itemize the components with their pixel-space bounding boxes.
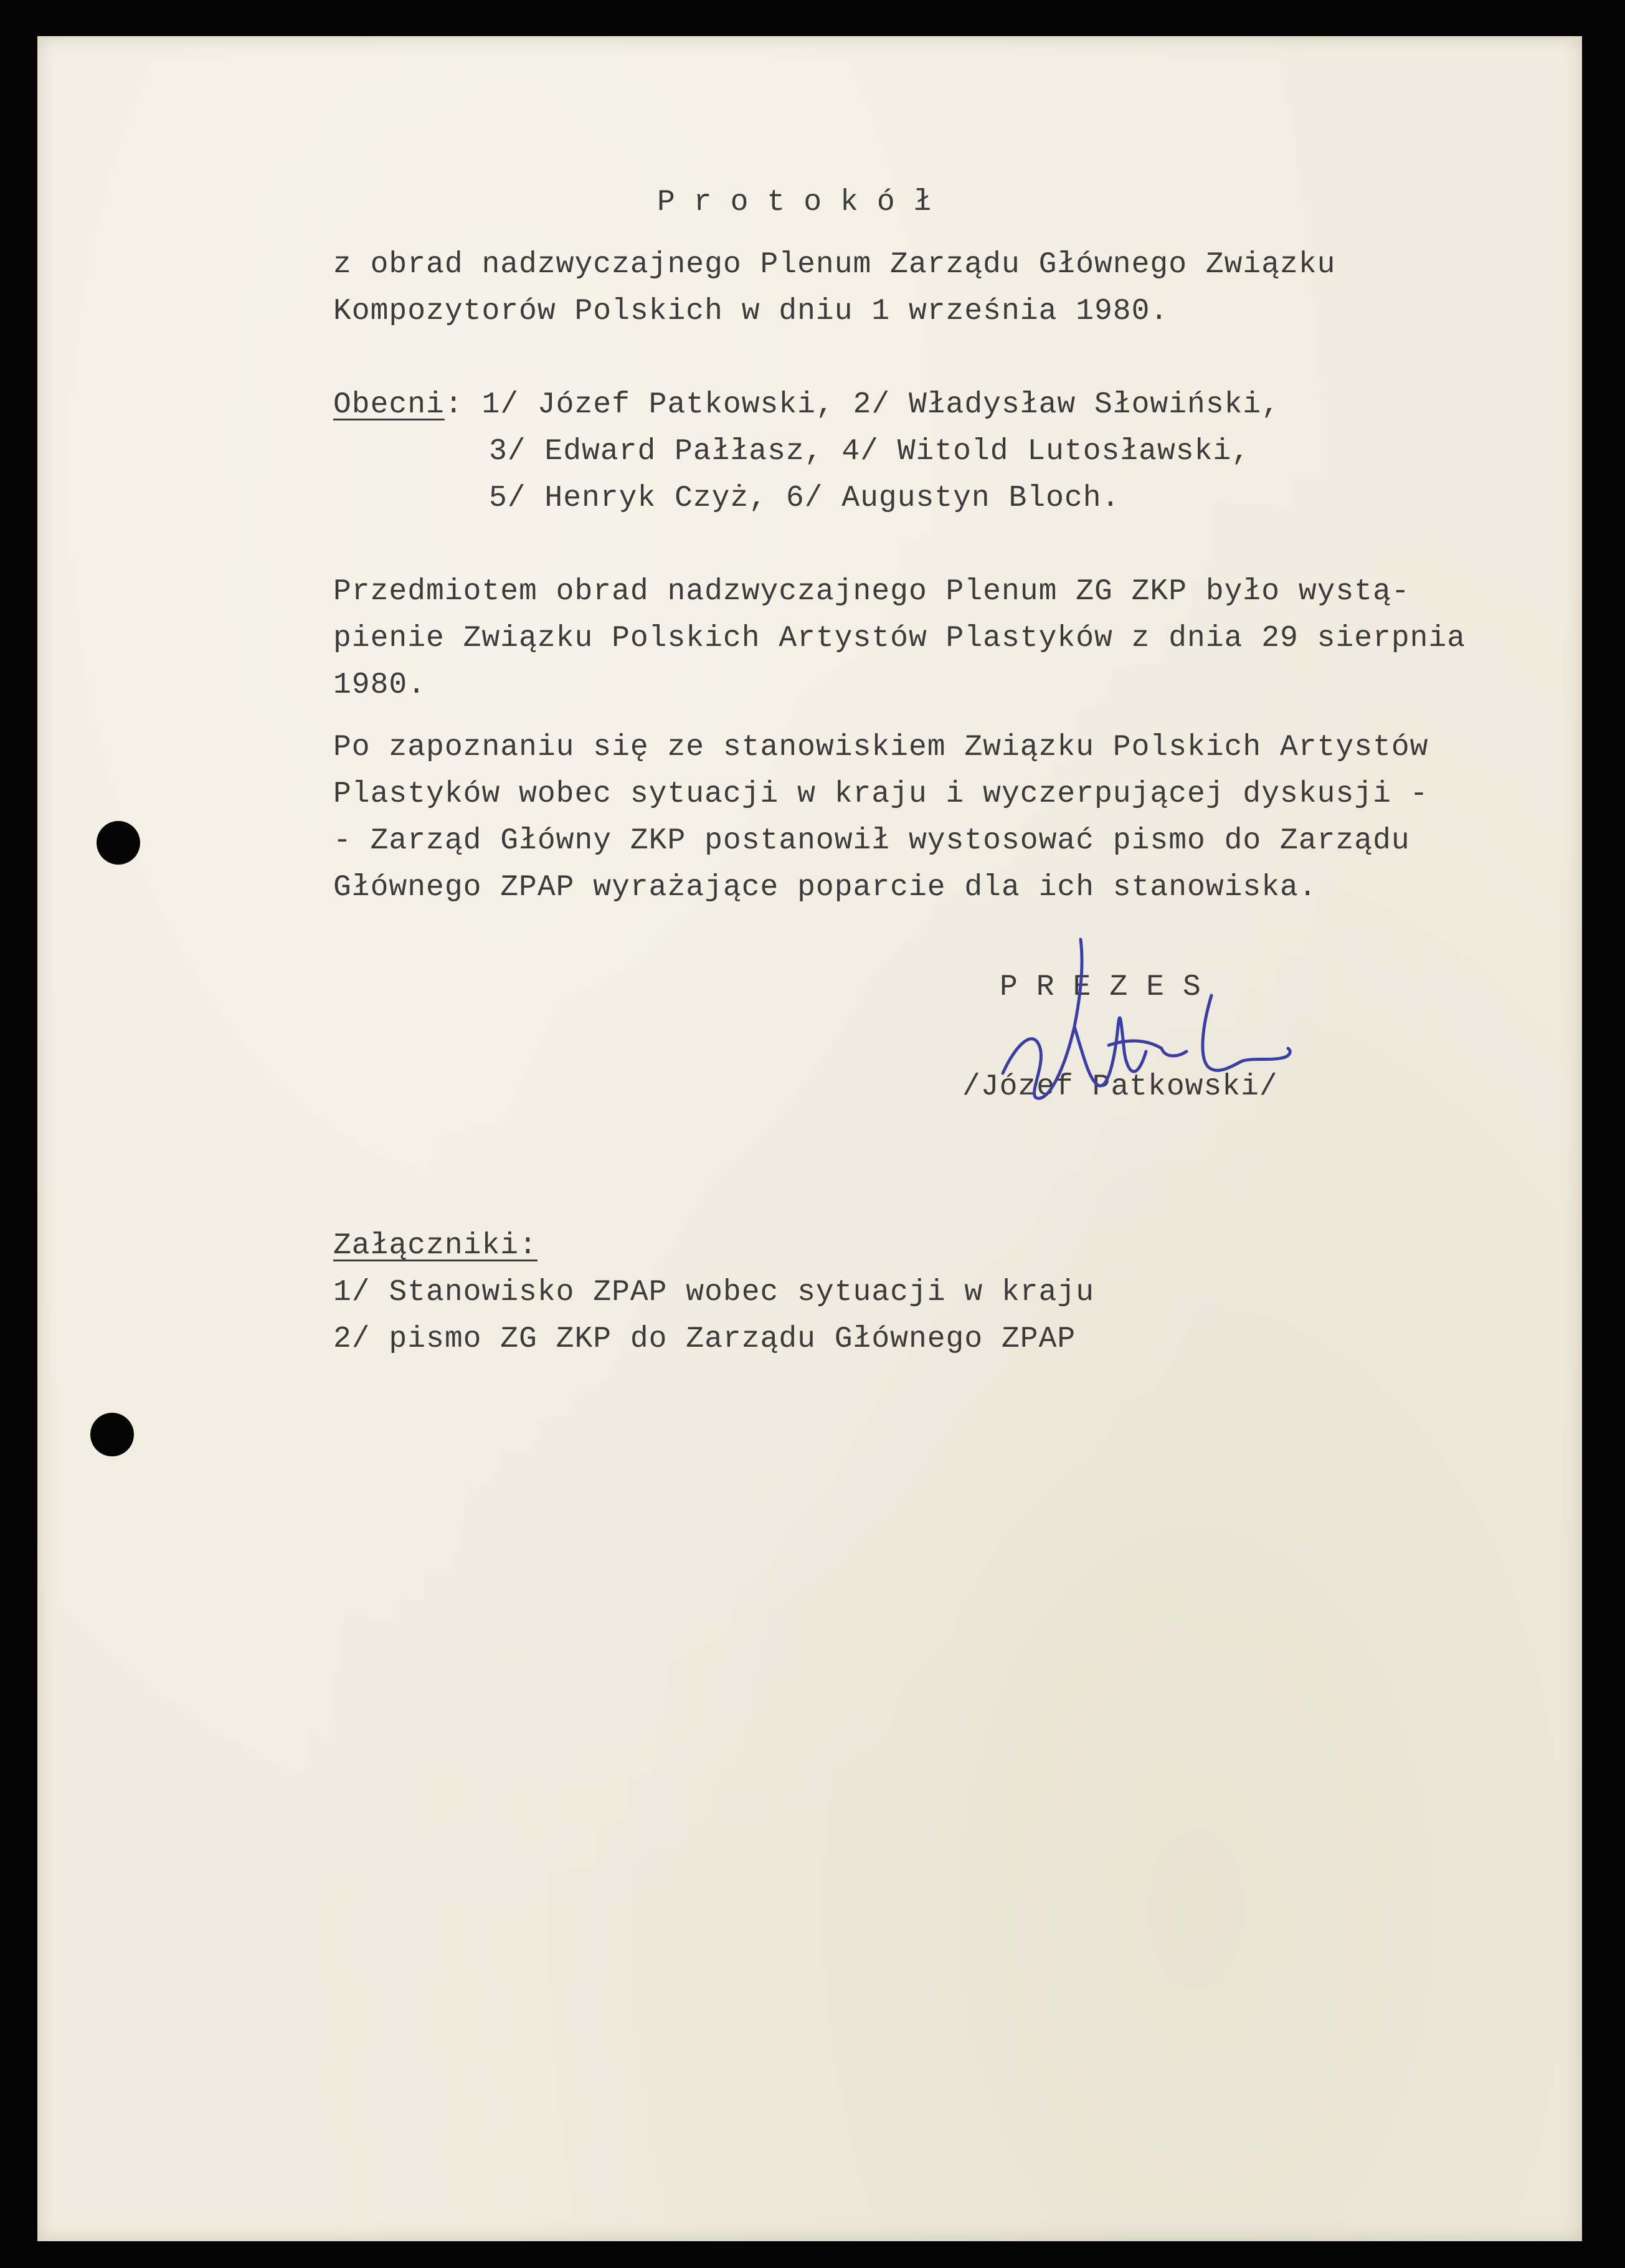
paragraph-1-line-2: pienie Związku Polskich Artystów Plastyków z dnia 29 sierpnia: [333, 622, 1466, 655]
attachments-label: Załączniki:: [333, 1229, 538, 1263]
subtitle-line-1: z obrad nadzwyczajnego Plenum Zarządu Głównego Związku: [333, 248, 1336, 282]
paper-sheet: [37, 36, 1582, 2241]
present-line-3: 5/ Henryk Czyż, 6/ Augustyn Bloch.: [489, 482, 1120, 515]
punch-hole-bottom: [90, 1413, 134, 1456]
paragraph-2-line-4: Głównego ZPAP wyrażające poparcie dla ich stanowiska.: [333, 871, 1317, 904]
present-line-2: 3/ Edward Pałłasz, 4/ Witold Lutosławski,: [489, 435, 1250, 468]
paragraph-2-line-2: Plastyków wobec sytuacji w kraju i wyczerpującej dyskusji -: [333, 777, 1429, 811]
subtitle-line-2: Kompozytorów Polskich w dniu 1 września 1980.: [333, 295, 1169, 328]
paragraph-2-line-3: - Zarząd Główny ZKP postanowił wystosować pismo do Zarządu: [333, 824, 1410, 858]
attachment-item-2: 2/ pismo ZG ZKP do Zarządu Głównego ZPAP: [333, 1322, 1076, 1356]
present-line-1-names: : 1/ Józef Patkowski, 2/ Władysław Słowiński,: [444, 388, 1281, 422]
handwritten-signature: [990, 933, 1314, 1139]
punch-hole-top: [97, 821, 140, 865]
document-title: Protokół: [657, 186, 950, 219]
attachment-item-1: 1/ Stanowisko ZPAP wobec sytuacji w kraju: [333, 1276, 1094, 1309]
paragraph-2-line-1: Po zapoznaniu się ze stanowiskiem Związku Polskich Artystów: [333, 731, 1429, 764]
signature-name: /Józef Patkowski/: [962, 1070, 1278, 1104]
paragraph-1-line-1: Przedmiotem obrad nadzwyczajnego Plenum ZG ZKP było wystą-: [333, 575, 1410, 609]
paragraph-1-line-3: 1980.: [333, 668, 427, 702]
signature-role: PREZES: [1000, 970, 1220, 1004]
present-label: Obecni: [333, 388, 445, 422]
present-line-1: [333, 388, 1280, 422]
